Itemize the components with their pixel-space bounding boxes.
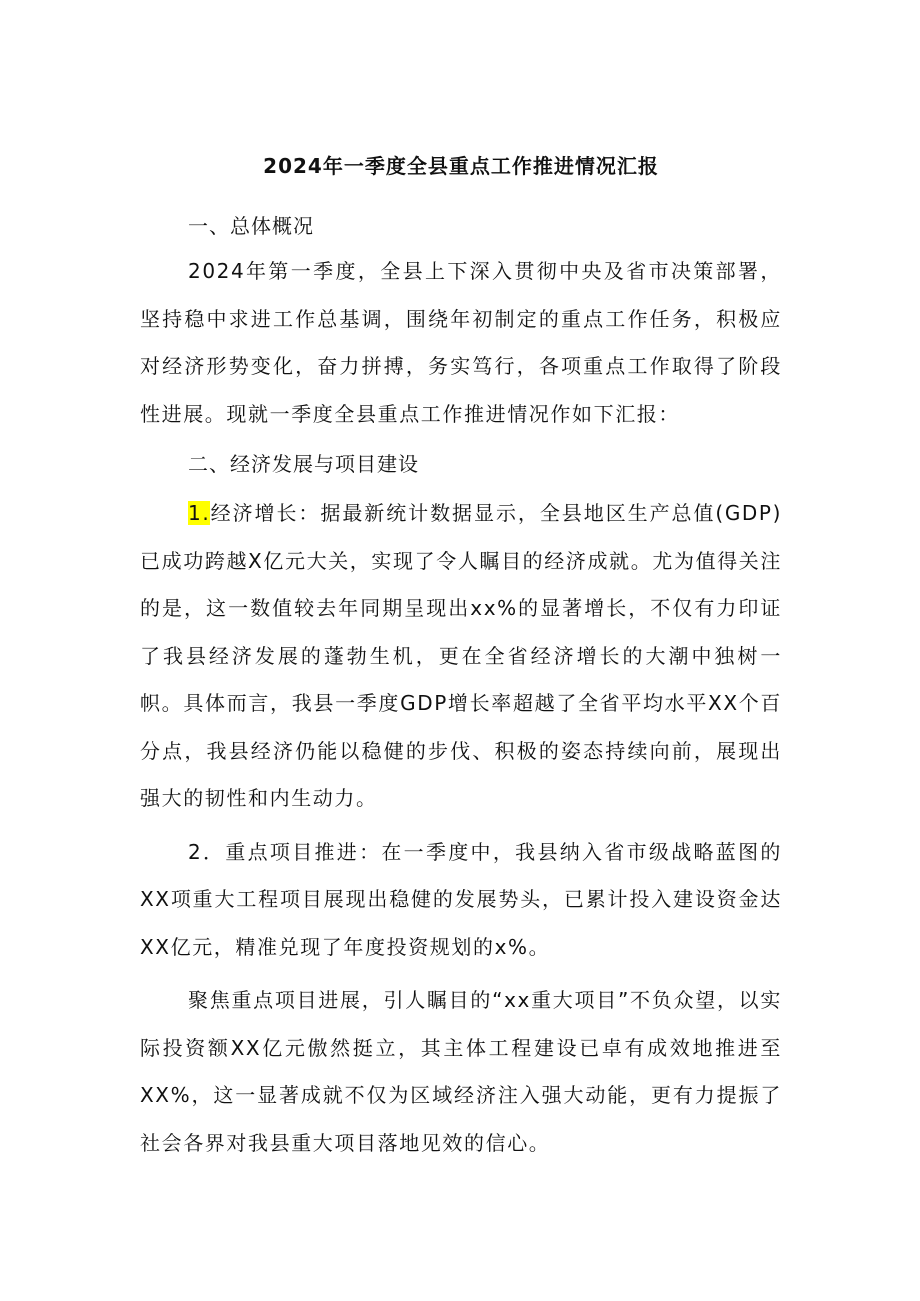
paragraph-economic-growth-text: 经济增长：据最新统计数据显示，全县地区生产总值(GDP)已成功跨越X亿元大关，实现了令人瞩目的经济成就。尤为值得关注的是，这一数值较去年同期呈现出xx%的显著增长，不仅有力印证了我县经济发展的蓬勃生机，更在全省经济增长的大潮中独树一帜。具体而言，我县一季度GDP增长率超越了全省平均水平XX个百分点，我县经济仍能以稳健的步伐、积极的姿态持续向前，展现出强大的韧性和内生动力。: [140, 501, 782, 810]
paragraph-economic-growth: [140, 490, 782, 823]
document-title: 2024年一季度全县重点工作推进情况汇报: [263, 154, 659, 178]
paragraph-key-projects: 2．重点项目推进：在一季度中，我县纳入省市级战略蓝图的XX项重大工程项目展现出稳健的发展势头，已累计投入建设资金达XX亿元，精准兑现了年度投资规划的x%。: [140, 839, 782, 959]
paragraph-project-progress: 聚焦重点项目进展，引人瞩目的“xx重大项目”不负众望，以实际投资额XX亿元傲然挺立，其主体工程建设已卓有成效地推进至XX%，这一显著成就不仅为区域经济注入强大动能，更有力提振了社会各界对我县重大项目落地见效的信心。: [140, 988, 782, 1155]
section-heading-overview: 一、总体概况: [188, 214, 314, 238]
section-heading-economy: 二、经济发展与项目建设: [188, 452, 419, 476]
highlighted-item-number: 1.: [188, 501, 211, 525]
paragraph-overview: 2024年第一季度，全县上下深入贯彻中央及省市决策部署，坚持稳中求进工作总基调，围绕年初制定的重点工作任务，积极应对经济形势变化，奋力拼搏，务实笃行，各项重点工作取得了阶段性进展。现就一季度全县重点工作推进情况作如下汇报：: [140, 259, 782, 426]
